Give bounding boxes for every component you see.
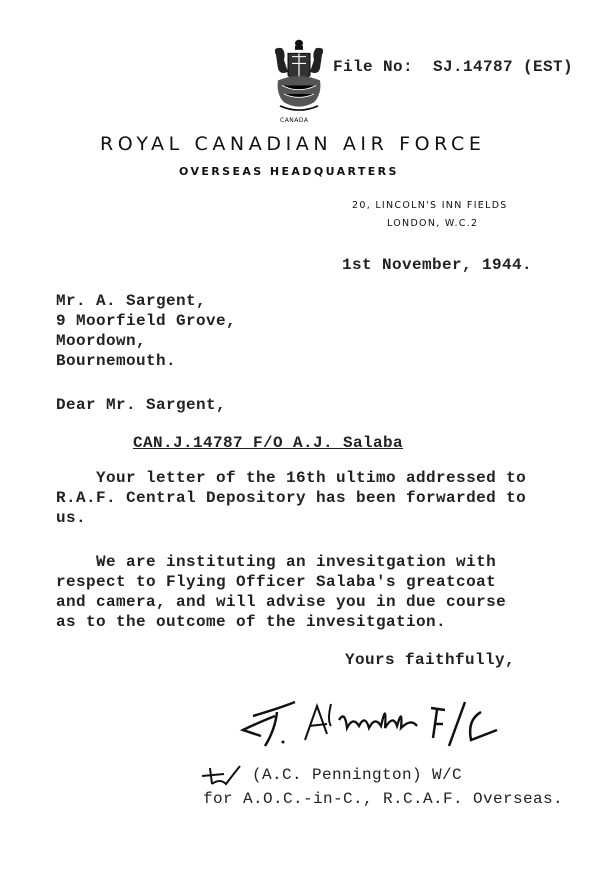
salutation: Dear Mr. Sargent, <box>56 396 227 414</box>
paragraph-line: and camera, and will advise you in due course <box>56 593 507 611</box>
paragraph-line: R.A.F. Central Depository has been forwarded to <box>56 489 527 507</box>
org-name: ROYAL CANADIAN AIR FORCE <box>100 133 486 155</box>
crest-caption: CANADA <box>280 117 309 124</box>
handwritten-signature <box>235 690 555 760</box>
paragraph-line: as to the outcome of the invesitgation. <box>56 613 447 631</box>
address-line-1: 20, LINCOLN'S INN FIELDS <box>352 200 508 211</box>
subject-line: CAN.J.14787 F/O A.J. Salaba <box>133 434 404 452</box>
paragraph-line: respect to Flying Officer Salaba's greatcoat <box>56 573 497 591</box>
closing: Yours faithfully, <box>345 651 516 669</box>
file-number: File No: SJ.14787 (EST) <box>333 58 574 76</box>
paragraph-line: Your letter of the 16th ultimo addressed to <box>56 469 527 487</box>
recipient-line: 9 Moorfield Grove, <box>56 312 237 330</box>
division: OVERSEAS HEADQUARTERS <box>179 165 399 178</box>
paragraph-line: We are instituting an invesitgation with <box>56 553 497 571</box>
canada-coat-of-arms-logo <box>270 38 328 116</box>
initials-mark <box>198 762 248 792</box>
letter-date: 1st November, 1944. <box>342 256 533 274</box>
recipient-line: Mr. A. Sargent, <box>56 292 207 310</box>
address-line-2: LONDON, W.C.2 <box>387 218 479 229</box>
recipient-line: Bournemouth. <box>56 352 177 370</box>
paragraph-line: us. <box>56 509 87 527</box>
signatory-name: (A.C. Pennington) W/C <box>252 766 463 784</box>
on-behalf-line: for A.O.C.-in-C., R.C.A.F. Overseas. <box>203 790 564 808</box>
recipient-line: Moordown, <box>56 332 147 350</box>
